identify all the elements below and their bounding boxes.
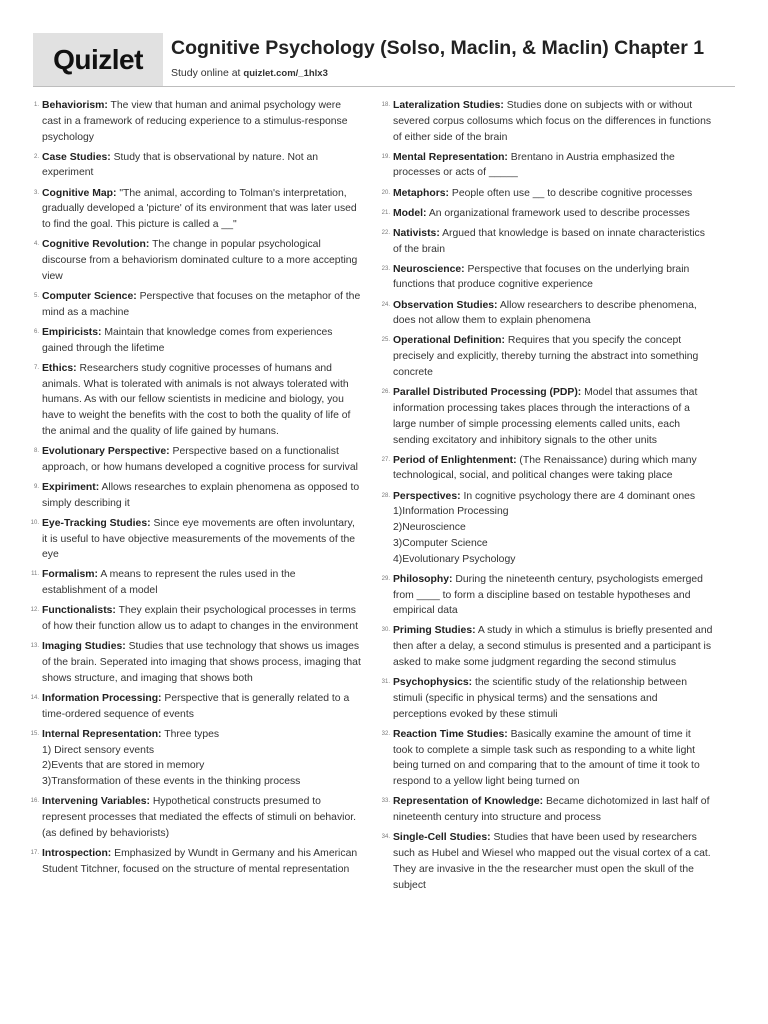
term-entry (30, 794, 362, 841)
term-definition: Brentano in Austria emphasized the processes or acts of _____ (393, 151, 675, 179)
term-entry (381, 453, 713, 485)
term-definition: During the nineteenth century, psychologists emerged from ____ to form a discipline based on testable hypotheses and empirical data (393, 573, 703, 617)
term-label: Single-Cell Studies: (393, 832, 491, 844)
term-entry (30, 603, 362, 635)
term-number: 16. (30, 798, 39, 805)
term-label: Eye-Tracking Studies: (42, 517, 151, 529)
term-entry (381, 206, 713, 222)
term-entry (30, 516, 362, 563)
term-definition: Became dichotomized in last half of nineteenth century into structure and process (393, 796, 710, 824)
term-number: 4. (33, 241, 39, 248)
term-label: Parallel Distributed Processing (PDP): (393, 387, 582, 399)
page-header (33, 33, 735, 87)
term-number: 8. (33, 448, 39, 455)
term-definition: Model that assumes that information processing takes places through the interactions of a large number of simple processing elements called units, each sending excitatory and inhibitory signals to the other units (393, 387, 698, 446)
term-label: Formalism: (42, 569, 99, 581)
term-number: 30. (381, 627, 390, 634)
term-definition: The view that human and animal psychology were cast in a framework of reducing experience to a stimulus-response psychology (42, 100, 348, 143)
term-number: 27. (381, 456, 390, 463)
term-label: Perspectives: (393, 490, 461, 502)
term-label: Representation of Knowledge: (393, 796, 544, 808)
quizlet-logo[interactable]: Quizlet (33, 33, 163, 87)
term-entry (30, 98, 362, 145)
term-number: 34. (381, 834, 390, 841)
term-number: 25. (381, 337, 390, 344)
term-label: Empiricists: (42, 326, 102, 338)
term-definition: Perspective that focuses on the metaphor of the mind as a machine (42, 290, 361, 318)
term-entry (30, 480, 362, 512)
term-number: 9. (33, 483, 39, 490)
term-entry (30, 846, 362, 878)
term-entry (30, 691, 362, 723)
term-number: 6. (33, 328, 39, 335)
term-label: Introspection: (42, 848, 112, 860)
term-label: Priming Studies: (393, 625, 476, 637)
term-number: 5. (33, 292, 39, 299)
term-definition: Since eye movements are often involuntary, it is useful to have objective measurements of the movements of the eye (42, 517, 356, 561)
term-definition: Allow researchers to describe phenomena, does not allow them to explain phenomena (393, 299, 697, 327)
term-entry (381, 333, 713, 380)
term-entry (30, 444, 362, 476)
term-label: Behaviorism: (42, 100, 108, 111)
term-label: Period of Enlightenment: (393, 454, 517, 466)
term-definition: Allows researches to explain phenomena as opposed to simply describing it (42, 481, 360, 509)
term-label: Lateralization Studies: (393, 100, 504, 111)
term-label: Case Studies: (42, 151, 111, 163)
term-number: 14. (30, 694, 39, 701)
term-definition: Requires that you specify the concept precisely and explicitly, thereby turning the abstract into something concrete (393, 335, 699, 379)
study-prefix: Study online at (171, 67, 244, 79)
term-entry (381, 830, 713, 893)
term-definition: (The Renaissance) during which many technological, social, and political changes were taking place (393, 454, 697, 482)
term-entry (30, 567, 362, 599)
term-label: Reaction Time Studies: (393, 728, 508, 740)
term-number: 23. (381, 265, 390, 272)
term-entry (381, 298, 713, 330)
term-number: 29. (381, 575, 390, 582)
term-number: 17. (30, 850, 39, 857)
term-definition: Perspective that is generally related to a time-ordered sequence of events (42, 692, 350, 720)
term-definition: Researchers study cognitive processes of humans and animals. What is tolerated with animals is not always tolerated with humans. As with our fellow scientists in medicine and biology, you have to weight the benefits with the cost to both the quality of life of the animal and the quality of life gained by humans. (42, 362, 351, 437)
term-label: Imaging Studies: (42, 641, 126, 653)
term-number: 7. (33, 364, 39, 371)
term-entry (381, 98, 713, 145)
term-number: 21. (381, 209, 390, 216)
term-entry (381, 262, 713, 294)
term-definition: The change in popular psychological discourse from a behaviorism dominated culture to a more accepting view (42, 239, 358, 282)
term-label: Neuroscience: (393, 263, 465, 275)
term-number: 24. (381, 301, 390, 308)
study-online-line (171, 67, 328, 79)
term-label: Expiriment: (42, 481, 100, 493)
term-definition: Basically examine the amount of time it took to complete a simple task such as responding to a white light being turned on and comparing that to the amount of time it took to respond to a yellow light being turned on (393, 728, 700, 788)
term-label: Computer Science: (42, 290, 137, 302)
term-label: Model: (393, 207, 427, 219)
term-definition: Perspective based on a functionalist approach, or how humans developed a cognitive process for survival (42, 446, 358, 473)
term-number: 11. (31, 571, 39, 578)
term-number: 28. (381, 492, 390, 499)
term-number: 22. (381, 229, 390, 236)
term-definition: Three types 1) Direct sensory events 2)Events that are stored in memory 3)Transformation of these events in the thinking process (42, 728, 301, 788)
term-number: 32. (381, 730, 390, 737)
term-number: 13. (30, 643, 39, 650)
term-entry (381, 794, 713, 826)
term-label: Ethics: (42, 362, 77, 374)
term-number: 10. (30, 519, 39, 526)
term-number: 3. (33, 189, 39, 196)
term-definition: They explain their psychological processes in terms of how their function allow us to adapt to changes in the environment (42, 605, 358, 633)
term-entry (30, 289, 362, 321)
term-entry (381, 623, 713, 670)
term-definition: Studies that have been used by researchers such as Hubel and Wiesel who mapped out the visual cortex of a cat. They are invasive in the the researcher must open the skull of the subject (393, 832, 711, 891)
term-label: Operational Definition: (393, 335, 505, 347)
page-title: Cognitive Psychology (Solso, Maclin, & Maclin) Chapter 1 (171, 37, 705, 59)
term-label: Psychophysics: (393, 677, 473, 689)
term-number: 18. (381, 102, 390, 108)
term-label: Functionalists: (42, 605, 116, 617)
term-entry (30, 237, 362, 284)
term-definition: Study that is observational by nature. Not an experiment (42, 151, 319, 179)
term-label: Evolutionary Perspective: (42, 446, 170, 458)
term-label: Nativists: (393, 227, 440, 239)
term-label: Intervening Variables: (42, 796, 150, 808)
term-number: 12. (30, 607, 39, 614)
term-definition: Emphasized by Wundt in Germany and his American Student Titchner, focused on the structure of mental representation (42, 848, 358, 875)
right-column (381, 98, 713, 898)
term-definition: A means to represent the rules used in the establishment of a model (42, 569, 296, 597)
header-divider (33, 86, 735, 87)
term-label: Information Processing: (42, 692, 162, 704)
term-definition: the scientific study of the relationship between stimuli (specific in physical terms) and the sensations and perceptions evoked by these stimuli (393, 677, 687, 720)
term-entry (381, 150, 713, 182)
term-definition: An organizational framework used to describe processes (428, 207, 690, 219)
term-label: Philosophy: (393, 573, 453, 585)
term-number: 33. (381, 798, 390, 805)
term-entry (30, 727, 362, 790)
study-url-link[interactable]: quizlet.com/_1hlx3 (243, 68, 328, 79)
term-entry (30, 325, 362, 357)
term-number: 20. (381, 189, 390, 196)
term-number: 1. (33, 102, 39, 108)
term-number: 19. (381, 153, 390, 160)
term-entry (381, 186, 713, 202)
term-entry (381, 572, 713, 619)
term-definition: "The animal, according to Tolman's interpretation, gradually developed a 'picture' of its environment that was later used to find the goal. This picture is called a __" (42, 187, 357, 231)
term-number: 26. (381, 389, 390, 396)
term-definition: Hypothetical constructs presumed to represent processes that mediated the effects of stimuli on behavior. (as defined by behaviorists) (42, 796, 357, 839)
term-label: Cognitive Revolution: (42, 239, 150, 251)
term-label: Cognitive Map: (42, 187, 117, 199)
term-entry (381, 727, 713, 790)
term-definition: Studies done on subjects with or without severed corpus collosums which focus on the differences in functions of either side of the brain (393, 100, 712, 143)
term-entry (381, 489, 713, 568)
term-entry (30, 361, 362, 440)
term-definition: In cognitive psychology there are 4 dominant ones 1)Information Processing 2)Neuroscience 3)Computer Science 4)Evolutionary Psychology (393, 490, 696, 565)
term-label: Metaphors: (393, 187, 449, 199)
term-entry (30, 639, 362, 686)
term-number: 2. (33, 153, 39, 160)
term-label: Internal Representation: (42, 728, 162, 740)
term-label: Mental Representation: (393, 151, 508, 163)
term-entry (381, 385, 713, 448)
term-definition: A study in which a stimulus is briefly presented and then after a delay, a second stimulus is presented and a participant is asked to make some judgment regarding the second stimulus (393, 625, 713, 669)
term-number: 15. (30, 730, 39, 737)
term-definition: People often use __ to describe cognitive processes (451, 187, 693, 199)
term-definition: Argued that knowledge is based on innate characteristics of the brain (393, 227, 705, 255)
term-label: Observation Studies: (393, 299, 498, 311)
left-column (30, 98, 362, 882)
term-definition: Perspective that focuses on the underlying brain functions that produce cognitive experience (393, 263, 690, 291)
term-number: 31. (381, 679, 390, 686)
term-entry (381, 226, 713, 258)
term-definition: Maintain that knowledge comes from experiences gained through the lifetime (42, 326, 333, 354)
term-entry (381, 675, 713, 722)
term-entry (30, 186, 362, 233)
term-definition: Studies that use technology that shows us images of the brain. Seperated into imaging that shows process, imaging that shows structure, and imaging that shows both (42, 641, 361, 684)
term-entry (30, 150, 362, 182)
